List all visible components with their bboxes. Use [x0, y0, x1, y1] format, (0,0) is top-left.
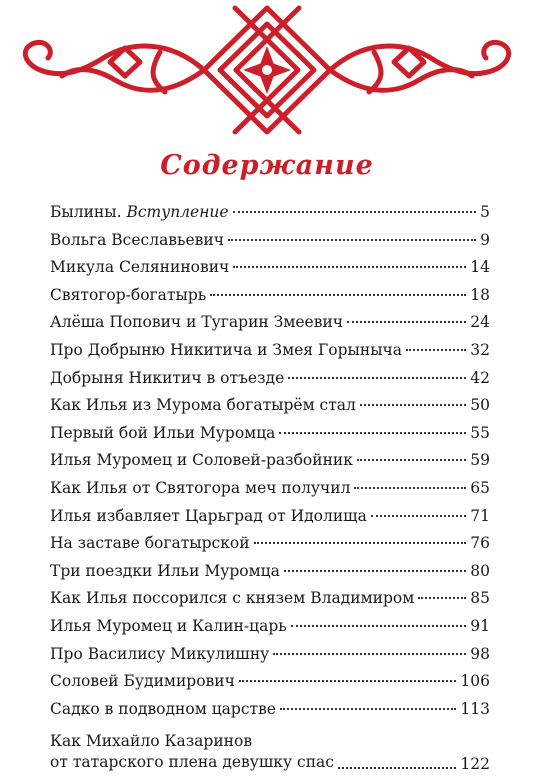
- toc-entry-title: Микула Селянинович: [50, 258, 230, 277]
- toc-entry[interactable]: [50, 451, 490, 479]
- toc-page-number: 65: [470, 478, 490, 497]
- toc-entry[interactable]: [50, 672, 490, 700]
- toc-page-number: 113: [460, 699, 490, 718]
- toc-entry-title: Илья избавляет Царьград от Идолища: [50, 506, 367, 525]
- toc-page-number: 32: [470, 340, 490, 359]
- toc-page-number: 80: [470, 561, 490, 580]
- toc-entry-title: Первый бой Ильи Муромца: [50, 423, 276, 442]
- dot-leader: [291, 625, 467, 627]
- toc-page-number: 42: [470, 368, 490, 387]
- toc-entry-title: Святогор-богатырь: [50, 285, 207, 304]
- toc-page-number: 18: [470, 285, 490, 304]
- toc-entry[interactable]: [50, 700, 490, 728]
- toc-entry-title-line: от татарского плена девушку спас: [50, 753, 334, 772]
- table-of-contents: [50, 203, 490, 773]
- dot-leader: [239, 680, 457, 682]
- toc-page-number: 71: [470, 506, 490, 525]
- toc-entry-title: На заставе богатырской: [50, 534, 250, 553]
- toc-entry[interactable]: [50, 589, 490, 617]
- toc-page-number: 55: [470, 423, 490, 442]
- toc-entry[interactable]: [50, 203, 490, 231]
- decorative-ornament: [0, 0, 534, 140]
- toc-page-number: 24: [470, 313, 490, 332]
- dot-leader: [357, 459, 466, 461]
- toc-page-number: 50: [470, 396, 490, 415]
- toc-entry-title: Алёша Попович и Тугарин Змеевич: [50, 313, 344, 332]
- toc-page-number: 76: [470, 534, 490, 553]
- dot-leader: [371, 515, 466, 517]
- toc-entry[interactable]: [50, 562, 490, 590]
- toc-entry[interactable]: [50, 369, 490, 397]
- dot-leader: [354, 487, 466, 489]
- dot-leader: [233, 266, 466, 268]
- toc-page-number: 5: [480, 203, 490, 221]
- page-title: Содержание: [160, 150, 374, 181]
- dot-leader: [284, 570, 466, 572]
- dot-leader: [406, 349, 466, 351]
- dot-leader: [233, 211, 477, 213]
- toc-entry-title: Про Добрыню Никитича и Змея Горыныча: [50, 340, 403, 359]
- toc-page-number: 122: [460, 755, 490, 774]
- toc-entry[interactable]: [50, 479, 490, 507]
- toc-entry-title: Былины. Вступление: [50, 203, 229, 221]
- toc-entry[interactable]: [50, 534, 490, 562]
- toc-entry[interactable]: [50, 617, 490, 645]
- toc-page-number: 59: [470, 451, 490, 470]
- toc-entry-title: Добрыня Никитич в отъезде: [50, 368, 285, 387]
- toc-entry[interactable]: [50, 424, 490, 452]
- dot-leader: [418, 597, 466, 599]
- dot-leader: [338, 767, 456, 769]
- dot-leader: [273, 653, 466, 655]
- toc-entry-title: Илья Муромец и Калин-царь: [50, 616, 287, 635]
- toc-entry-title: [50, 731, 334, 773]
- dot-leader: [347, 321, 466, 323]
- toc-entry-title-line: Как Михайло Казаринов: [50, 732, 253, 751]
- toc-page-number: 14: [470, 258, 490, 277]
- toc-entry[interactable]: [50, 727, 490, 773]
- toc-page-number: 98: [470, 644, 490, 663]
- toc-entry-title: Как Илья из Мурома богатырём стал: [50, 396, 356, 415]
- dot-leader: [228, 239, 476, 241]
- toc-entry[interactable]: [50, 313, 490, 341]
- dot-leader: [280, 708, 456, 710]
- dot-leader: [279, 432, 466, 434]
- dot-leader: [360, 404, 466, 406]
- toc-entry-title: Как Илья от Святогора меч получил: [50, 478, 351, 497]
- dot-leader: [288, 377, 466, 379]
- toc-entry[interactable]: [50, 286, 490, 314]
- toc-entry[interactable]: [50, 231, 490, 259]
- toc-entry-title: Садко в подводном царстве: [50, 699, 276, 718]
- toc-entry[interactable]: [50, 645, 490, 673]
- toc-entry[interactable]: [50, 341, 490, 369]
- toc-entry[interactable]: [50, 396, 490, 424]
- toc-entry-title: Вольга Всеславьевич: [50, 230, 224, 249]
- toc-entry[interactable]: [50, 507, 490, 535]
- toc-entry[interactable]: [50, 258, 490, 286]
- dot-leader: [254, 542, 467, 544]
- toc-entry-title: Илья Муромец и Соловей-разбойник: [50, 451, 353, 470]
- toc-page-number: 106: [460, 672, 490, 691]
- toc-page-number: 91: [470, 616, 490, 635]
- toc-entry-title: Про Василису Микулишну: [50, 644, 270, 663]
- toc-entry-title: Три поездки Ильи Муромца: [50, 561, 280, 580]
- dot-leader: [210, 294, 466, 296]
- toc-entry-title: Как Илья поссорился с князем Владимиром: [50, 589, 415, 608]
- toc-page-number: 85: [470, 589, 490, 608]
- toc-entry-title: Соловей Будимирович: [50, 672, 235, 691]
- toc-page-number: 9: [480, 230, 490, 249]
